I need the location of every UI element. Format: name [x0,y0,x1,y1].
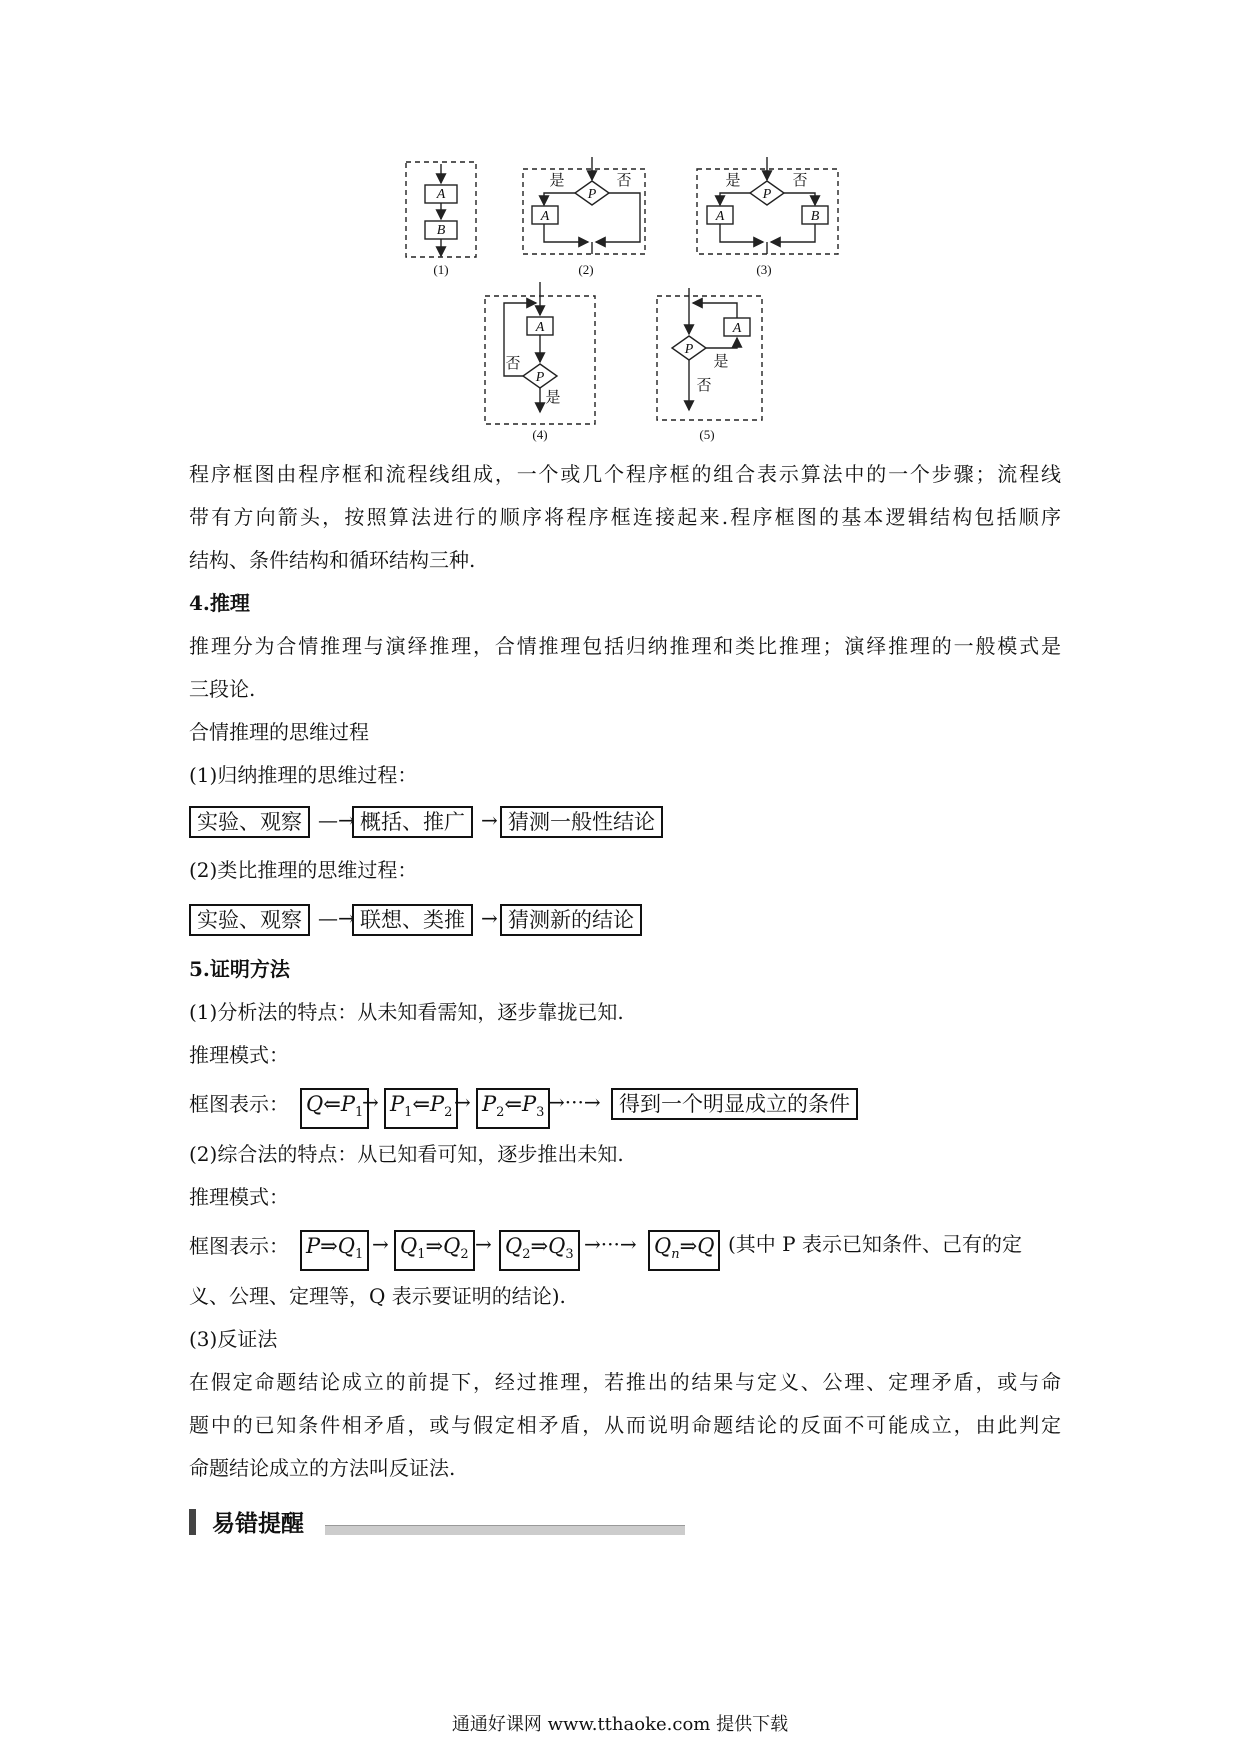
error-tip-heading: 易错提醒 [212,1511,304,1537]
box-b-label: B [810,209,820,224]
flowchart-condition-two-branch [697,157,838,254]
contradiction-paragraph-line: 命题结论成立的方法叫反证法. [189,1456,456,1480]
flow-box: 猜测新的结论 [500,904,642,936]
inductive-title: (1)归纳推理的思维过程： [189,763,418,787]
frame-label: 框图表示： [189,1092,289,1116]
box-a-label: A [540,209,550,224]
flow-box: $Q_2\Rightarrow Q_3$ [499,1230,580,1271]
arrow-icon: →···→ [584,1232,637,1256]
flowchart-paragraph-line: 带有方向箭头，按照算法进行的顺序将程序框连接起来.程序框图的基本逻辑结构包括顺序 [189,505,1061,529]
synthesis-note-continued: 义、公理、定理等，Q 表示要证明的结论). [189,1284,566,1308]
figure-label: (3) [756,262,772,277]
plausible-reasoning-title: 合情推理的思维过程 [189,720,369,744]
no-label: 否 [616,173,632,189]
flow-box: $Q⇐P_1$ [300,1088,369,1129]
flow-box: 猜测一般性结论 [500,806,663,838]
box-b-label: B [436,223,446,238]
decision-p-label: P [535,370,545,385]
reasoning-paragraph-line: 推理分为合情推理与演绎推理，合情推理包括归纳推理和类比推理；演绎推理的一般模式是 [189,634,1061,658]
flow-box: $P_1⇐P_2$ [384,1088,458,1129]
section-5-title: 5.证明方法 [189,957,290,981]
arrow-icon: → [481,808,498,832]
flowchart-diagrams [0,0,1240,450]
section-marker [189,1509,196,1535]
figure-label: (4) [532,427,548,442]
contradiction-title: (3)反证法 [189,1327,278,1351]
flowchart-paragraph-line: 程序框图由程序框和流程线组成，一个或几个程序框的组合表示算法中的一个步骤；流程线 [189,462,1061,486]
flow-box: $P\Rightarrow Q_1$ [300,1230,369,1271]
yes-label: 是 [549,173,565,189]
no-label: 否 [696,378,712,394]
flow-box: 联想、类推 [352,904,473,936]
flow-box: $P_2⇐P_3$ [476,1088,550,1129]
flow-box: $Q_1\Rightarrow Q_2$ [394,1230,475,1271]
figure-label: (5) [699,427,715,442]
flow-box: 得到一个明显成立的条件 [611,1088,858,1120]
flow-box: 概括、推广 [352,806,473,838]
box-a-label: A [535,320,545,335]
arrow-icon: → [362,1090,379,1114]
yes-label: 是 [725,173,741,189]
arrow-icon: →···→ [548,1090,601,1114]
flowchart-paragraph-line: 结构、条件结构和循环结构三种. [189,548,476,572]
decision-p-label: P [684,342,694,357]
analogy-title: (2)类比推理的思维过程： [189,858,418,882]
section-4-title: 4.推理 [189,591,250,615]
arrow-icon: → [475,1232,492,1256]
reasoning-mode-label: 推理模式： [189,1043,289,1067]
arrow-icon: → [481,906,498,930]
box-a-label: A [732,321,742,336]
arrow-icon: —→ [318,808,355,832]
frame-label: 框图表示： [189,1234,289,1258]
reasoning-paragraph-line: 三段论. [189,677,256,701]
flow-box: $Q_n\Rightarrow Q$ [648,1230,720,1271]
flowchart-while-loop [657,288,762,420]
box-a-label: A [715,209,725,224]
no-label: 否 [792,173,808,189]
flowchart-sequence [406,162,476,257]
figure-label: (1) [433,262,449,277]
yes-label: 是 [713,354,729,370]
no-label: 否 [505,356,521,372]
synthesis-note: (其中 P 表示已知条件、己有的定 [728,1232,1022,1256]
arrow-icon: → [454,1090,471,1114]
decision-p-label: P [762,187,772,202]
heading-underline [325,1525,685,1535]
synthesis-method-title: (2)综合法的特点：从已知看可知，逐步推出未知. [189,1142,624,1166]
page-footer: 通通好课网 www.tthaoke.com 提供下载 [451,1714,789,1735]
decision-p-label: P [587,187,597,202]
figure-label: (2) [578,262,594,277]
reasoning-mode-label: 推理模式： [189,1185,289,1209]
flow-box: 实验、观察 [189,806,310,838]
analysis-method-title: (1)分析法的特点：从未知看需知，逐步靠拢已知. [189,1000,624,1024]
flow-box: 实验、观察 [189,904,310,936]
box-a-label: A [436,187,446,202]
arrow-icon: → [372,1232,389,1256]
contradiction-paragraph-line: 在假定命题结论成立的前提下，经过推理，若推出的结果与定义、公理、定理矛盾，或与命 [189,1370,1061,1394]
arrow-icon: —→ [318,906,355,930]
flowchart-condition-one-branch [523,157,645,254]
contradiction-paragraph-line: 题中的已知条件相矛盾，或与假定相矛盾，从而说明命题结论的反面不可能成立，由此判定 [189,1413,1061,1437]
flowchart-until-loop [485,282,595,424]
yes-label: 是 [545,390,561,406]
